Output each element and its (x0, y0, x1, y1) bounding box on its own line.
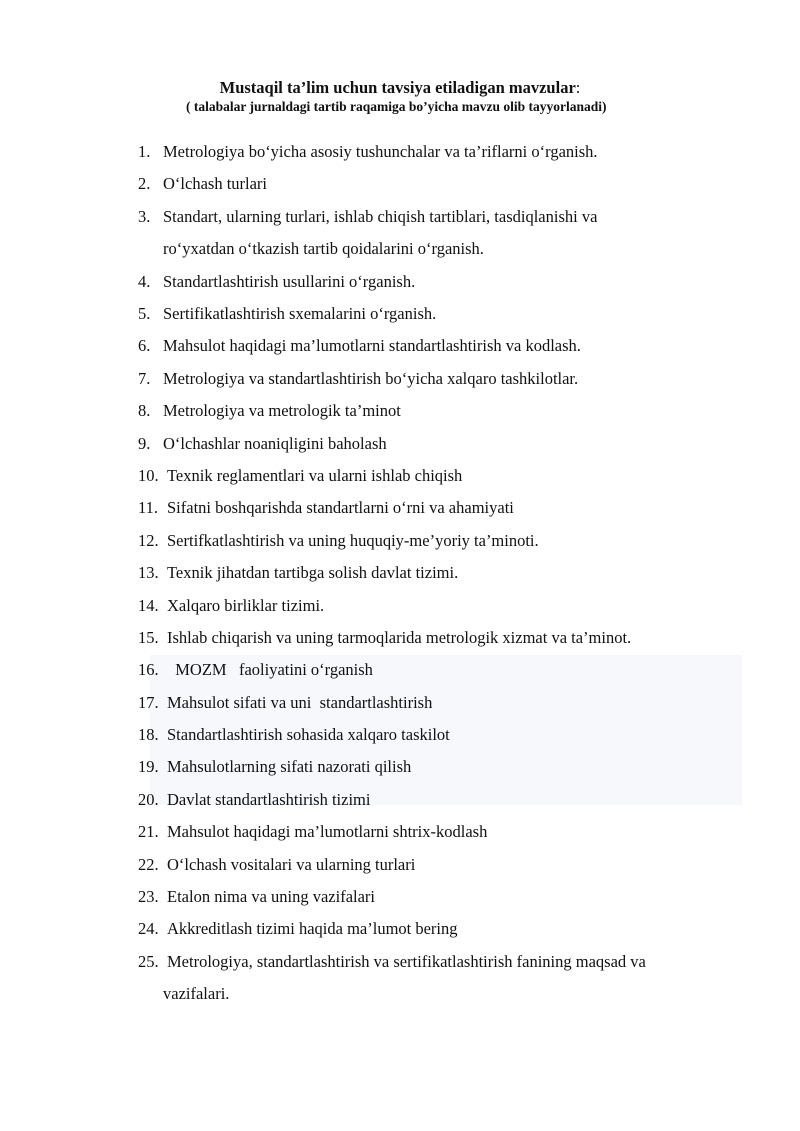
page-title-colon: : (575, 78, 581, 97)
topic-item (138, 622, 728, 654)
topic-text: Mahsulot haqidagi ma’lumotlarni shtrix-kodlash (167, 822, 488, 842)
topic-item (138, 687, 728, 719)
topic-text: Mahsulot sifati va uni standartlashtirish (167, 692, 433, 712)
topic-number: 6. (138, 336, 151, 356)
topic-number: 19. (138, 757, 159, 777)
topic-text: Davlat standartlashtirish tizimi (167, 789, 371, 809)
topic-text: Sertifkatlashtirish va uning huquqiy-me’yoriy ta’minoti. (167, 530, 539, 550)
topic-item (138, 330, 728, 362)
topic-number: 9. (138, 433, 151, 453)
topic-text: O‘lchash vositalari va ularning turlari (167, 854, 416, 874)
topic-number: 12. (138, 530, 159, 550)
topic-text: Standartlashtirish sohasida xalqaro taskilot (167, 725, 450, 745)
topic-number: 2. (138, 174, 151, 194)
topic-item (138, 363, 728, 395)
topic-text: Texnik reglamentlari va ularni ishlab chiqish (167, 465, 463, 485)
topic-item (138, 557, 728, 589)
topic-item (138, 395, 728, 427)
topic-item (138, 298, 728, 330)
topic-number: 1. (138, 142, 151, 161)
topic-text: O‘lchash turlari (163, 174, 268, 194)
topic-item (138, 719, 728, 751)
topic-text: Sertifikatlashtirish sxemalarini o‘rganish. (163, 303, 437, 323)
topic-item (138, 201, 728, 266)
topic-number: 13. (138, 563, 159, 583)
topic-list (138, 136, 728, 1011)
topic-number: 8. (138, 401, 151, 421)
topic-text: MOZM faoliyatini o‘rganish (167, 660, 373, 680)
page-title (0, 78, 800, 98)
topic-item (138, 168, 728, 200)
topic-number: 16. (138, 660, 159, 680)
topic-number: 14. (138, 595, 159, 615)
topic-text: Metrologiya, standartlashtirish va sertifikatlashtirish fanining maqsad va (167, 951, 646, 971)
topic-text: Mahsulotlarning sifati nazorati qilish (167, 757, 412, 777)
topic-text: Sifatni boshqarishda standartlarni o‘rni va ahamiyati (167, 498, 514, 518)
topic-number: 25. (138, 951, 159, 971)
topic-number: 11. (138, 498, 159, 518)
topic-item (138, 136, 728, 168)
topic-text: Standart, ularning turlari, ishlab chiqish tartiblari, tasdiqlanishi va (163, 206, 598, 226)
topic-number: 18. (138, 725, 159, 745)
topic-number: 24. (138, 919, 159, 939)
topic-number: 22. (138, 854, 159, 874)
topic-text: Xalqaro birliklar tizimi. (167, 595, 325, 615)
topic-text: O‘lchashlar noaniqligini baholash (163, 433, 387, 453)
topic-number: 15. (138, 627, 159, 647)
topic-item (138, 881, 728, 913)
topic-number: 4. (138, 271, 151, 291)
topic-text: Metrologiya va standartlashtirish bo‘yicha xalqaro tashkilotlar. (163, 368, 579, 388)
topic-item (138, 784, 728, 816)
topic-item (138, 492, 728, 524)
topic-text-continued: ro‘yxatdan o‘tkazish tartib qoidalarini o‘rganish. (163, 239, 484, 259)
topic-text-continued: vazifalari. (163, 984, 230, 1004)
topic-item (138, 816, 728, 848)
topic-number: 10. (138, 465, 159, 485)
topic-item (138, 849, 728, 881)
topic-number: 23. (138, 887, 159, 907)
topic-item (138, 590, 728, 622)
topic-number: 20. (138, 789, 159, 809)
topic-text: Etalon nima va uning vazifalari (167, 887, 376, 907)
topic-number: 3. (138, 206, 151, 226)
topic-item (138, 266, 728, 298)
topic-text: Ishlab chiqarish va uning tarmoqlarida metrologik xizmat va ta’minot. (167, 627, 632, 647)
page-title-text: Mustaqil ta’lim uchun tavsiya etiladigan mavzular (219, 78, 576, 97)
topic-text: Mahsulot haqidagi ma’lumotlarni standartlashtirish va kodlash. (163, 336, 581, 356)
topic-text: Metrologiya bo‘yicha asosiy tushunchalar va ta’riflarni o‘rganish. (163, 142, 598, 161)
topic-item (138, 654, 728, 686)
topic-number: 5. (138, 303, 151, 323)
topic-number: 17. (138, 692, 159, 712)
topic-text: Texnik jihatdan tartibga solish davlat tizimi. (167, 563, 459, 583)
topic-item (138, 525, 728, 557)
topic-text: Metrologiya va metrologik ta’minot (163, 401, 401, 421)
topic-number: 7. (138, 368, 151, 388)
topic-text: Akkreditlash tizimi haqida ma’lumot bering (167, 919, 458, 939)
topic-number: 21. (138, 822, 159, 842)
topic-item (138, 428, 728, 460)
topic-item (138, 913, 728, 945)
page-subtitle: ( talabalar jurnaldagi tartib raqamiga bo’yicha mavzu olib tayyorlanadi) (186, 99, 607, 114)
topic-item (138, 751, 728, 783)
topic-item (138, 460, 728, 492)
topic-item (138, 946, 728, 1011)
topic-text: Standartlashtirish usullarini o‘rganish. (163, 271, 416, 291)
